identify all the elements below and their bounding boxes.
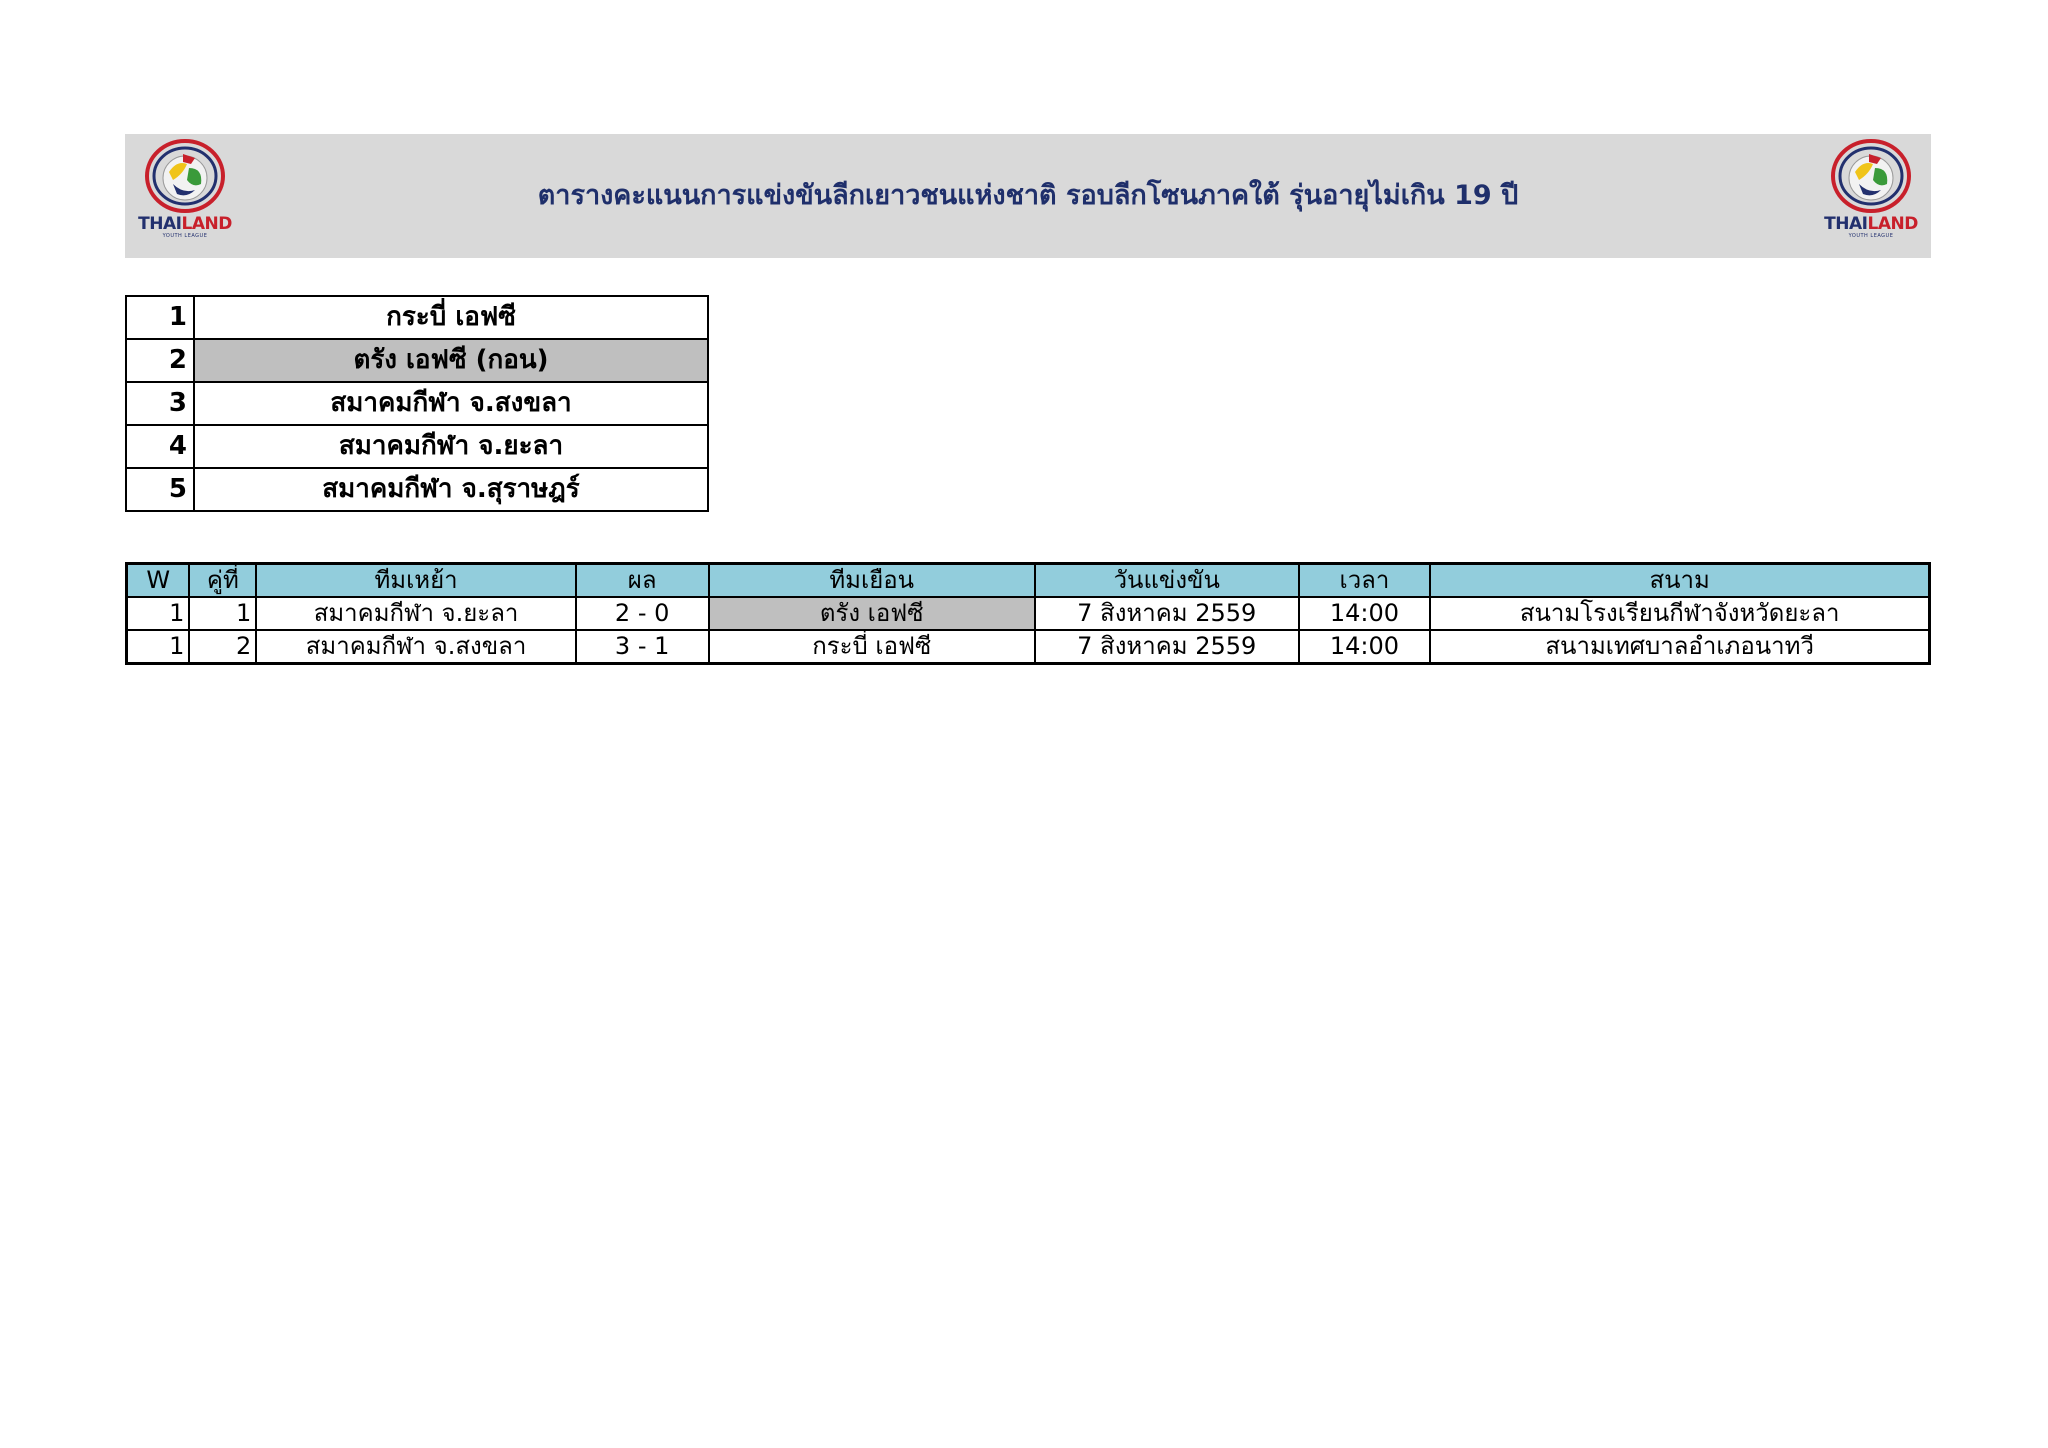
fixture-match: 2 [189, 630, 256, 664]
fixture-away-team: กระบี่ เอฟซี [709, 630, 1035, 664]
logo-subtext: YOUTH LEAGUE [1848, 233, 1894, 239]
fixture-match: 1 [189, 597, 256, 630]
column-header-venue: สนาม [1430, 564, 1929, 598]
fixture-date: 7 สิงหาคม 2559 [1035, 630, 1299, 664]
standings-row [126, 468, 708, 511]
fixture-away-team: ตรัง เอฟซี [709, 597, 1035, 630]
standings-team: ตรัง เอฟซี (กอน) [194, 339, 708, 382]
fixture-time: 14:00 [1299, 630, 1431, 664]
table-row [127, 630, 1930, 664]
fixture-home-team: สมาคมกีฬา จ.ยะลา [256, 597, 575, 630]
logo-text-part-2: LAND [181, 214, 232, 234]
standings-rank: 1 [126, 296, 194, 339]
fixture-venue: สนามโรงเรียนกีฬาจังหวัดยะลา [1430, 597, 1929, 630]
header-band [125, 134, 1931, 258]
fixture-week: 1 [127, 630, 190, 664]
column-header-time: เวลา [1299, 564, 1431, 598]
logo-text-part-1: THAI [1824, 214, 1868, 234]
fixture-time: 14:00 [1299, 597, 1431, 630]
page-title: ตารางคะแนนการแข่งขันลีกเยาวชนแห่งชาติ รอบลีกโซนภาคใต้ รุ่นอายุไม่เกิน 19 ปี [537, 180, 1519, 211]
standings-rank: 5 [126, 468, 194, 511]
table-row [127, 597, 1930, 630]
fixtures-header-row [127, 564, 1930, 598]
standings-row [126, 339, 708, 382]
standings-team: สมาคมกีฬา จ.สงขลา [194, 382, 708, 425]
column-header-match: คู่ที่ [189, 564, 256, 598]
standings-table [125, 295, 709, 512]
column-header-away-team: ทีมเยือน [709, 564, 1035, 598]
standings-rank: 2 [126, 339, 194, 382]
column-header-result: ผล [576, 564, 709, 598]
fixture-week: 1 [127, 597, 190, 630]
standings-row [126, 382, 708, 425]
fixture-venue: สนามเทศบาลอำเภอนาทวี [1430, 630, 1929, 664]
standings-rank: 3 [126, 382, 194, 425]
fixture-home-team: สมาคมกีฬา จ.สงขลา [256, 630, 575, 664]
column-header-week: W [127, 564, 190, 598]
standings-row [126, 296, 708, 339]
fixture-date: 7 สิงหาคม 2559 [1035, 597, 1299, 630]
standings-team: กระบี่ เอฟซี [194, 296, 708, 339]
logo-subtext: YOUTH LEAGUE [162, 233, 208, 239]
fixture-result: 2 - 0 [576, 597, 709, 630]
thailand-youth-league-logo-right [1811, 134, 1931, 258]
standings-rank: 4 [126, 425, 194, 468]
standings-row [126, 425, 708, 468]
fixture-result: 3 - 1 [576, 630, 709, 664]
standings-team: สมาคมกีฬา จ.ยะลา [194, 425, 708, 468]
column-header-home-team: ทีมเหย้า [256, 564, 575, 598]
logo-text-part-2: LAND [1867, 214, 1918, 234]
column-header-date: วันแข่งขัน [1035, 564, 1299, 598]
logo-text [1811, 215, 1931, 233]
logo-text-part-1: THAI [138, 214, 182, 234]
league-emblem-icon [1811, 134, 1931, 258]
fixtures-table [125, 562, 1931, 665]
standings-team: สมาคมกีฬา จ.สุราษฎร์ [194, 468, 708, 511]
